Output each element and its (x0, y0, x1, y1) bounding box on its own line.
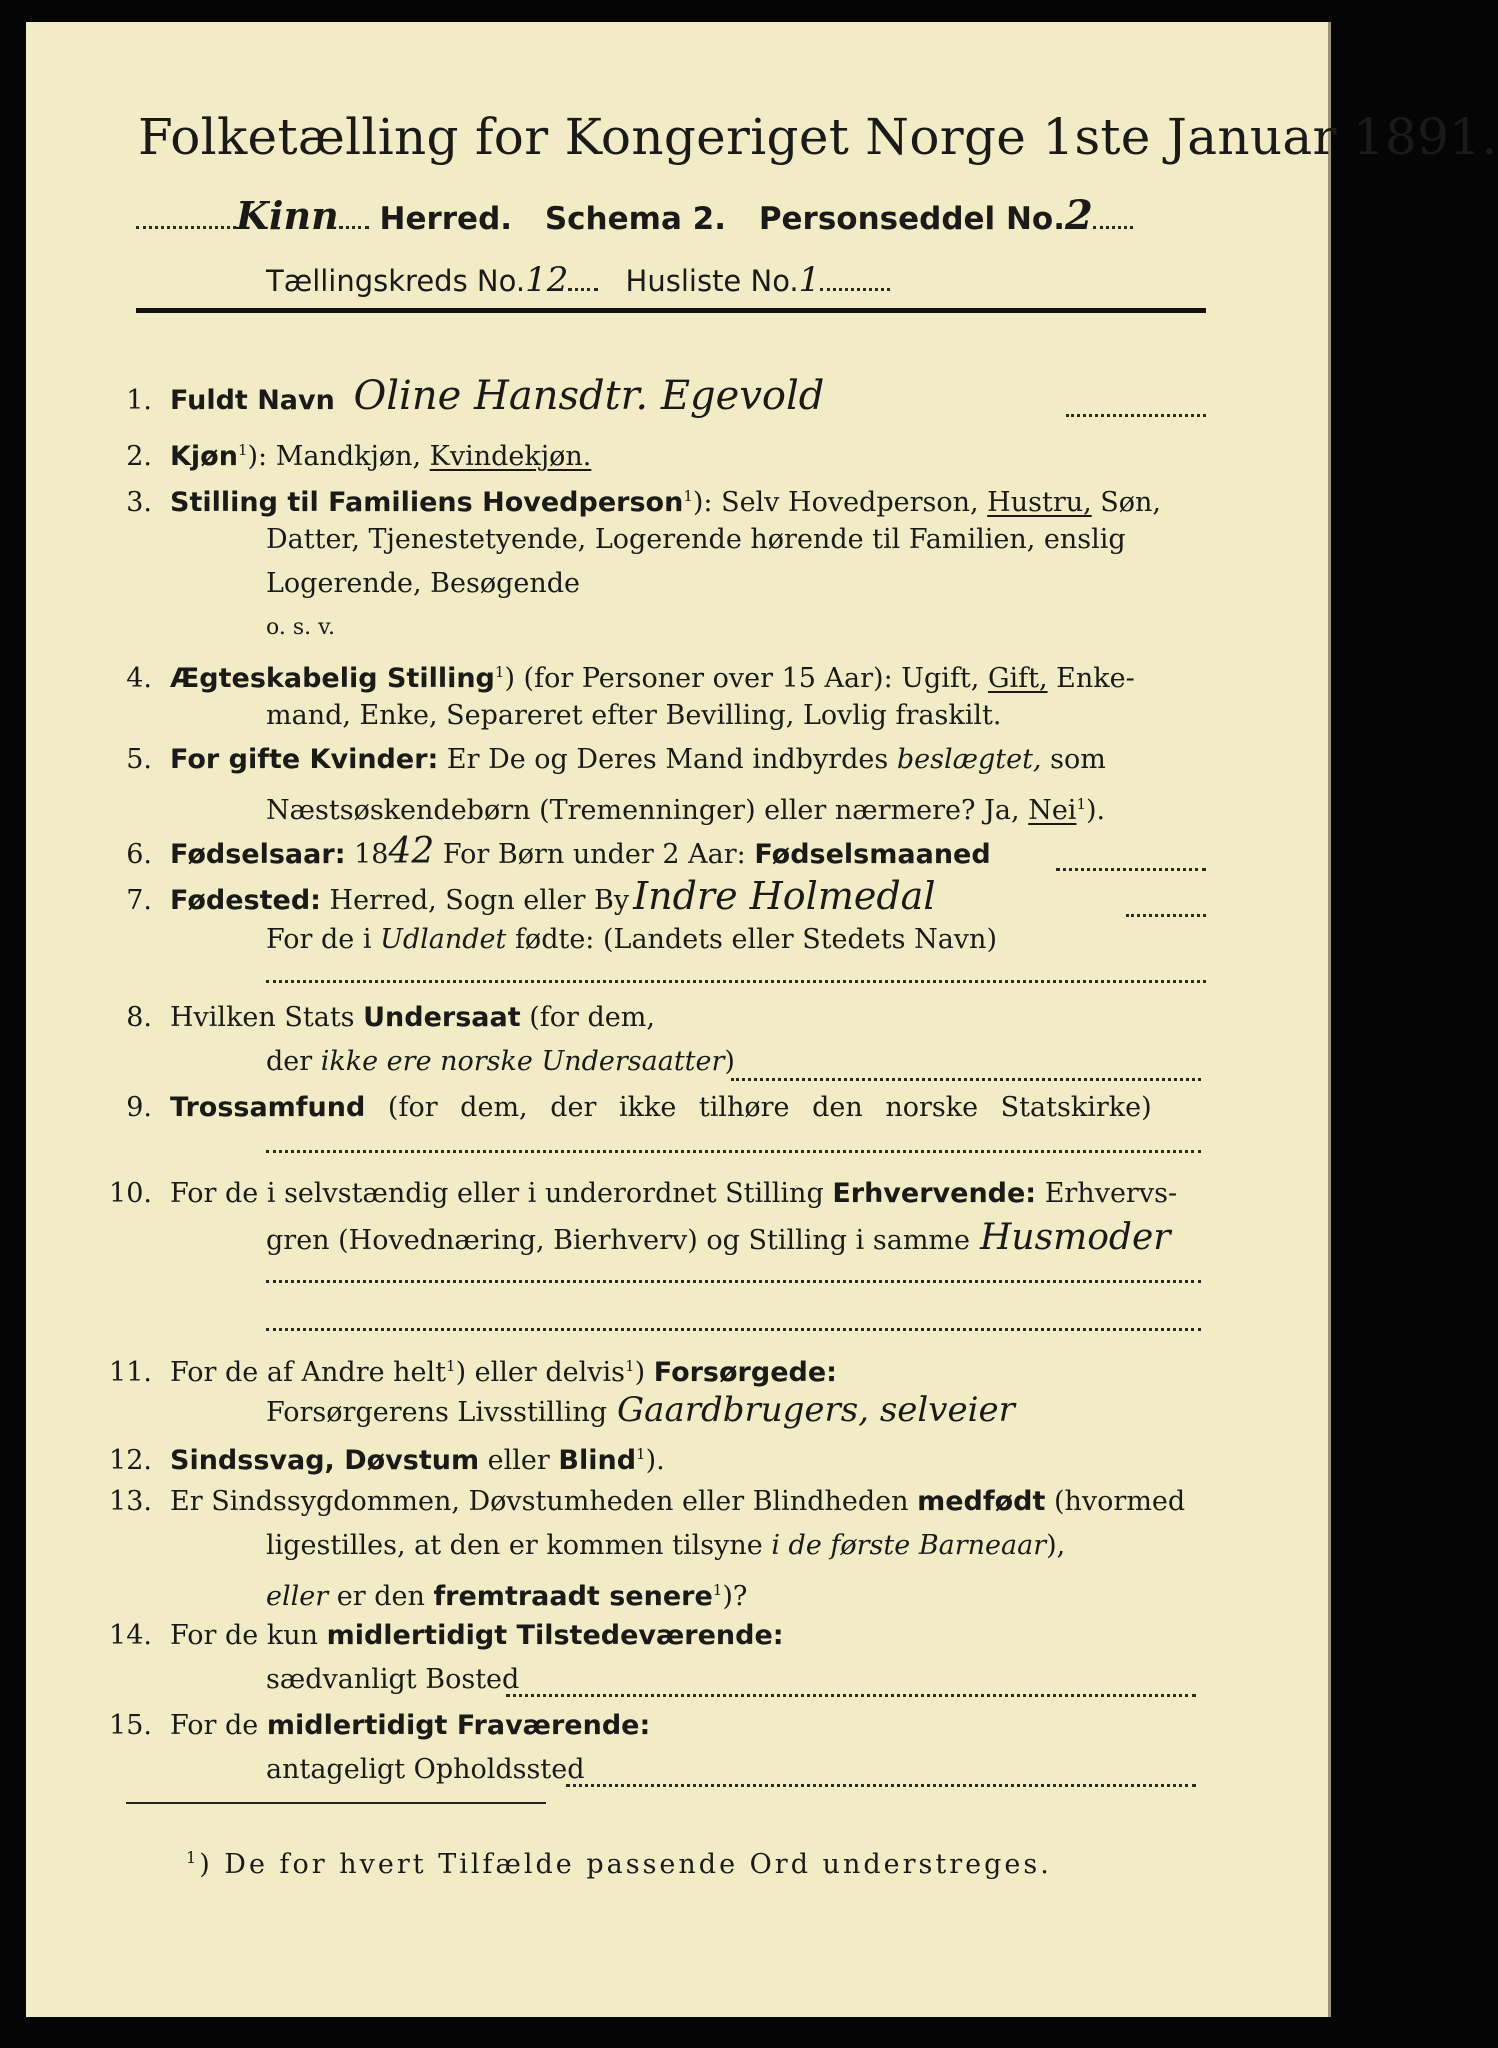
personseddel-label: Personseddel No. (758, 201, 1065, 237)
q4-text-b: Enke- (1047, 663, 1135, 694)
q4-line2: mand, Enke, Separeret efter Bevilling, Lovlig fraskilt. (266, 700, 1002, 731)
q5-row (92, 738, 1106, 782)
q9-label: Trossamfund (170, 1092, 366, 1123)
q13-line2 (266, 1524, 1065, 1568)
q10-dotted-line-2 (266, 1328, 1201, 1331)
q2-text: ): Mandkjøn, (247, 441, 430, 472)
q8-italic: ikke ere norske Undersaatter (320, 1046, 725, 1077)
q10-line2-text: gren (Hovednæring, Bierhverv) og Stilling i samme (266, 1225, 971, 1256)
q7-text: Herred, Sogn eller By (320, 885, 630, 916)
q11-sup-1: 1 (446, 1357, 456, 1375)
q3-line2: Datter, Tjenestetyende, Logerende hørende til Familien, enslig (266, 524, 1126, 555)
q6-label2: Fødselsmaaned (754, 839, 991, 870)
q8-number: 8. (126, 1002, 152, 1033)
q4-label: Ægteskabelig Stilling (170, 663, 495, 694)
q14-row (92, 1614, 784, 1658)
q8-line2-text: der (266, 1046, 321, 1077)
q13-line3 (266, 1568, 747, 1619)
q12-label: Sindssvag, Døvstum (170, 1445, 480, 1476)
q13-row (92, 1480, 1185, 1524)
q10-dotted-line-1 (266, 1280, 1201, 1283)
q5-line2 (266, 782, 1105, 833)
q13-line3-text: er den (328, 1581, 434, 1612)
q14-line2: sædvanligt Bosted (266, 1664, 520, 1695)
q14-text: For de kun (170, 1620, 327, 1651)
q6-text-b: For Børn under 2 Aar: (434, 839, 755, 870)
q4-sup: 1 (494, 663, 505, 681)
q13-line2-text: ligestilles, at den er kommen tilsyne (266, 1530, 772, 1561)
q13-text: Er Sindssygdommen, Døvstumheden eller Blindheden (170, 1486, 918, 1517)
q2-sup: 1 (237, 441, 248, 459)
q9-number: 9. (126, 1092, 152, 1123)
herred-label: Herred. (379, 201, 513, 237)
footnote-divider (126, 1802, 546, 1804)
q7-italic: Udlandet (380, 924, 507, 955)
q13-number: 13. (109, 1486, 152, 1517)
q9-row (92, 1086, 1152, 1130)
q1-label: Fuldt Navn (170, 385, 335, 416)
header-divider (136, 308, 1206, 313)
q13-text-b: (hvormed (1045, 1486, 1186, 1517)
q1-value: Oline Hansdtr. Egevold (353, 373, 825, 419)
q13-label2: fremtraadt senere (433, 1581, 713, 1612)
q4-underlined-option: Gift, (987, 663, 1048, 694)
q11-label: Forsørgede: (653, 1357, 837, 1388)
q3-line4: o. s. v. (266, 615, 335, 640)
q12-number: 12. (109, 1445, 152, 1476)
q5-italic: beslægtet, (896, 744, 1042, 775)
census-form (26, 22, 1498, 2017)
footnote-sup: 1 (186, 1848, 200, 1867)
q8-text-b: (for dem, (520, 1002, 655, 1033)
q3-text-b: Søn, (1091, 487, 1162, 518)
q9-text: (for dem, der ikke tilhøre den norske Statskirke) (365, 1092, 1152, 1123)
q15-row (92, 1704, 650, 1748)
q5-line2-text: Næstsøskendebørn (Tremenninger) eller nærmere? Ja, (266, 795, 1029, 826)
q5-number: 5. (126, 744, 152, 775)
q11-number: 11. (109, 1357, 152, 1388)
q15-text: For de (170, 1710, 267, 1741)
q6-dotted-line (1056, 868, 1206, 871)
q4-number: 4. (126, 663, 152, 694)
q7-number: 7. (126, 885, 152, 916)
q11-text-b: ) eller delvis (455, 1357, 626, 1388)
footnote (186, 1848, 1052, 1880)
q5-sup: 1 (1076, 795, 1086, 813)
q6-number: 6. (126, 839, 152, 870)
q12-label2: Blind (558, 1445, 637, 1476)
q8-dotted-line (731, 1078, 1201, 1081)
q7-line2-end: fødte: (Landets eller Stedets Navn) (506, 924, 997, 955)
q10-line2 (266, 1216, 1170, 1263)
q1-row (92, 374, 824, 423)
q11-text: For de af Andre helt (170, 1357, 447, 1388)
q13-line3-end: )? (722, 1581, 748, 1612)
q15-dotted-line (566, 1784, 1196, 1787)
q8-row (92, 996, 655, 1040)
q7-dotted-line-2 (266, 980, 1206, 983)
q5-text-b: som (1041, 744, 1106, 775)
taellingskreds-value: 12 (525, 260, 569, 300)
q10-text: For de i selvstændig eller i underordnet Stilling (170, 1178, 833, 1209)
header-herred-line (136, 192, 1133, 239)
q14-dotted-line (506, 1694, 1196, 1697)
q13-label: medfødt (917, 1486, 1046, 1517)
herred-value: Kinn (236, 193, 339, 238)
q8-text: Hvilken Stats (170, 1002, 364, 1033)
q12-sup: 1 (636, 1445, 646, 1463)
q8-label: Undersaat (363, 1002, 521, 1033)
q1-number: 1. (126, 385, 152, 416)
q3-text: ): Selv Hovedperson, (692, 487, 988, 518)
q3-number: 3. (126, 487, 152, 518)
husliste-value: 1 (798, 260, 821, 300)
q3-line3: Logerende, Besøgende (266, 568, 580, 599)
q5-label: For gifte Kvinder: (170, 744, 439, 775)
personseddel-value: 2 (1064, 192, 1093, 239)
q9-dotted-line (266, 1150, 1201, 1153)
q6-value: 42 (388, 831, 435, 872)
taellingskreds-label: Tællingskreds No. (266, 264, 526, 298)
q11-sup-2: 1 (625, 1357, 635, 1375)
q3-label: Stilling til Familiens Hovedperson (170, 487, 684, 518)
q6-text: 18 (345, 839, 389, 870)
q10-number: 10. (109, 1178, 152, 1209)
header-kreds-line (266, 260, 890, 300)
q2-label: Kjøn (170, 441, 238, 472)
q13-sup: 1 (712, 1581, 723, 1599)
husliste-label: Husliste No. (625, 264, 799, 298)
q7-row (92, 874, 936, 923)
q10-label: Erhvervende: (832, 1178, 1037, 1209)
q8-line2 (266, 1040, 735, 1084)
q2-underlined-option: Kvindekjøn. (429, 441, 592, 472)
q7-line2 (266, 918, 997, 962)
form-title: Folketælling for Kongeriget Norge 1ste Januar 1891. (138, 108, 1498, 166)
q13-line3-italic: eller (266, 1581, 329, 1612)
q11-line2 (266, 1388, 1015, 1435)
q2-row (92, 428, 591, 479)
q7-value: Indre Holmedal (633, 874, 936, 918)
q5-text: Er De og Deres Mand indbyrdes (438, 744, 897, 775)
q13-italic: i de første Barneaar (771, 1530, 1047, 1561)
q4-text: ) (for Personer over 15 Aar): Ugift, (504, 663, 988, 694)
schema-label: Schema 2. (544, 201, 727, 237)
q7-label: Fødested: (170, 885, 321, 916)
q5-line2-end: ). (1085, 795, 1106, 826)
q14-label: midlertidigt Tilstedeværende: (326, 1620, 784, 1651)
q15-number: 15. (109, 1710, 152, 1741)
q6-label: Fødselsaar: (170, 839, 346, 870)
q11-line2-text: Forsørgerens Livsstilling (266, 1397, 608, 1428)
q14-number: 14. (109, 1620, 152, 1651)
q3-underlined-option: Hustru, (987, 487, 1092, 518)
q10-value: Husmoder (980, 1217, 1171, 1258)
q13-line2-end: ), (1046, 1530, 1066, 1561)
q3-sup: 1 (683, 487, 693, 505)
q11-text-c: ) (634, 1357, 654, 1388)
q15-line2: antageligt Opholdssted (266, 1754, 585, 1785)
q10-row (92, 1172, 1177, 1216)
q7-line2-text: For de i (266, 924, 381, 955)
q5-underlined-option: Nei (1028, 795, 1077, 826)
q12-text: eller (479, 1445, 559, 1476)
q12-text-b: ). (645, 1445, 665, 1476)
q12-row (92, 1432, 665, 1483)
q1-dotted-line (1066, 414, 1206, 417)
q8-line2-end: ) (724, 1046, 735, 1077)
q7-dotted-line (1126, 914, 1206, 917)
q11-value: Gaardbrugers, selveier (617, 1390, 1015, 1430)
q6-row (92, 830, 991, 877)
q2-number: 2. (126, 441, 152, 472)
q15-label: midlertidigt Fraværende: (266, 1710, 651, 1741)
q10-text-b: Erhvervs- (1036, 1178, 1178, 1209)
footnote-text: ) De for hvert Tilfælde passende Ord understreges. (199, 1849, 1052, 1880)
